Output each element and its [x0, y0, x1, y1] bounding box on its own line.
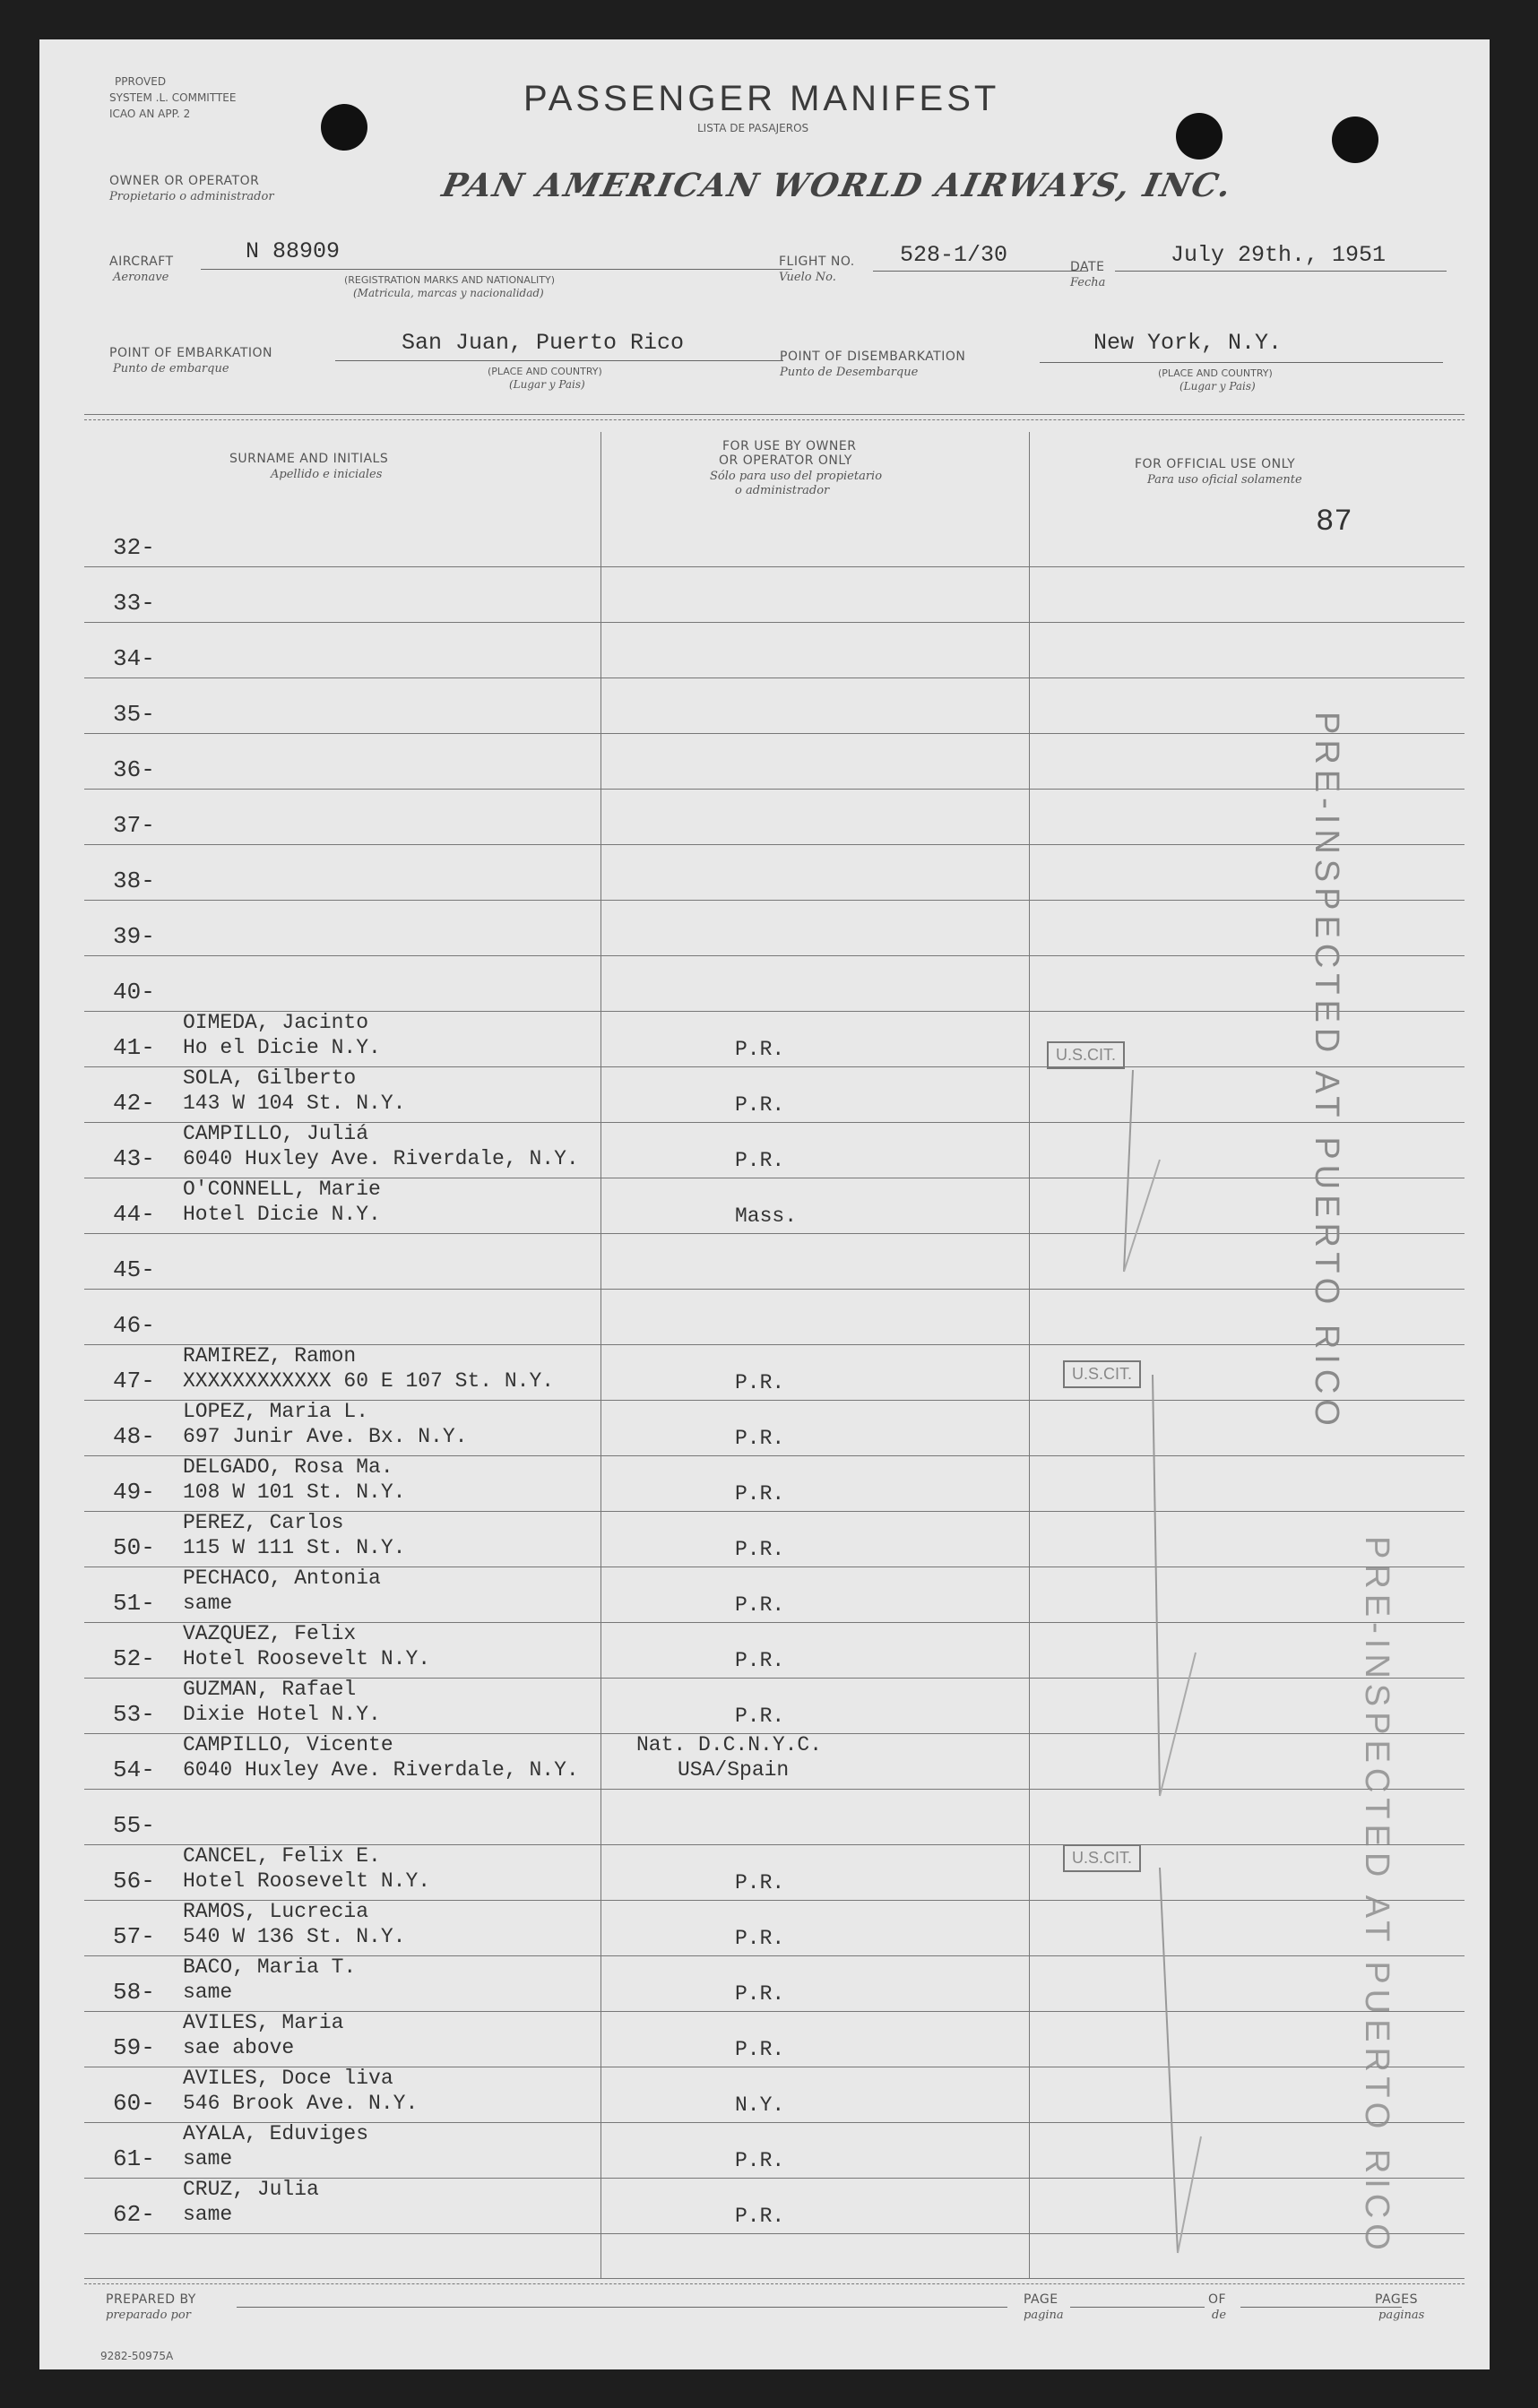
prepared-label: PREPARED BY — [106, 2292, 196, 2307]
col-owner-header-2: OR OPERATOR ONLY — [719, 453, 852, 468]
passenger-address: 115 W 111 St. N.Y. — [183, 1536, 406, 1559]
header-separator — [84, 414, 1465, 415]
passenger-name: RAMIREZ, Ramon — [183, 1344, 357, 1368]
us-citizen-stamp: U.S.CIT. — [1047, 1041, 1125, 1069]
disembark-label-es: Punto de Desembarque — [780, 366, 919, 379]
passenger-origin: P.R. — [735, 2038, 785, 2061]
disembark-caption-es: (Lugar y Pais) — [1179, 380, 1256, 393]
passenger-origin: P.R. — [735, 1371, 785, 1394]
row-line — [84, 1789, 1465, 1790]
row-number: 44- — [113, 1201, 155, 1228]
passenger-name: VAZQUEZ, Felix — [183, 1622, 357, 1645]
row-number: 40- — [113, 979, 155, 1005]
operator-name: PAN AMERICAN WORLD AIRWAYS, INC. — [438, 167, 1237, 204]
col-owner-header-1: FOR USE BY OWNER — [722, 439, 857, 453]
approval-line-1: PPROVED — [115, 75, 167, 88]
passenger-name: CANCEL, Felix E. — [183, 1844, 381, 1868]
of-label: OF — [1208, 2292, 1227, 2307]
page-number: 87 — [1316, 505, 1352, 539]
passenger-address: same — [183, 2203, 233, 2226]
row-number: 34- — [113, 645, 155, 672]
passenger-address: 6040 Huxley Ave. Riverdale, N.Y. — [183, 1147, 579, 1170]
passenger-origin: P.R. — [735, 1427, 785, 1450]
row-number: 48- — [113, 1423, 155, 1450]
passenger-address: sae above — [183, 2036, 295, 2059]
passenger-address: 546 Brook Ave. N.Y. — [183, 2092, 419, 2115]
row-line — [84, 789, 1465, 790]
passenger-origin: P.R. — [735, 1649, 785, 1672]
disembark-value: New York, N.Y. — [1093, 330, 1283, 356]
row-number: 58- — [113, 1979, 155, 2006]
pages-label: PAGES — [1375, 2292, 1418, 2307]
passenger-origin: P.R. — [735, 2149, 785, 2172]
flight-label-es: Vuelo No. — [779, 271, 836, 284]
row-line — [84, 1233, 1465, 1234]
disembark-caption: (PLACE AND COUNTRY) — [1158, 367, 1273, 379]
punch-hole — [321, 104, 367, 151]
passenger-origin: P.R. — [735, 1093, 785, 1117]
page-label-es: pagina — [1024, 2309, 1064, 2322]
aircraft-label: AIRCRAFT — [109, 255, 174, 269]
manifest-page — [39, 39, 1490, 2369]
passenger-address: 540 W 136 St. N.Y. — [183, 1925, 406, 1948]
flight-value: 528-1/30 — [900, 242, 1008, 268]
passenger-origin: P.R. — [735, 1871, 785, 1894]
embark-label: POINT OF EMBARKATION — [109, 346, 273, 360]
col-official-header: FOR OFFICIAL USE ONLY — [1135, 457, 1296, 471]
col-owner-header-es-1: Sólo para uso del propietario — [710, 470, 883, 483]
passenger-address: Ho el Dicie N.Y. — [183, 1036, 381, 1059]
passenger-name: DELGADO, Rosa Ma. — [183, 1455, 393, 1479]
row-line — [84, 2233, 1465, 2234]
row-number: 42- — [113, 1090, 155, 1117]
flight-label: FLIGHT NO. — [779, 255, 855, 269]
flight-underline — [873, 271, 1088, 272]
row-number: 36- — [113, 756, 155, 783]
passenger-origin: P.R. — [735, 1149, 785, 1172]
row-number: 54- — [113, 1756, 155, 1783]
passenger-name: RAMOS, Lucrecia — [183, 1900, 369, 1923]
row-number: 60- — [113, 2090, 155, 2117]
disembark-label: POINT OF DISEMBARKATION — [780, 350, 966, 364]
passenger-name: CAMPILLO, Vicente — [183, 1733, 393, 1756]
pages-label-es: paginas — [1378, 2309, 1425, 2322]
passenger-name: O'CONNELL, Marie — [183, 1178, 381, 1201]
of-label-es: de — [1212, 2309, 1227, 2322]
aircraft-value: N 88909 — [246, 238, 341, 264]
passenger-name: CAMPILLO, Juliá — [183, 1122, 369, 1145]
passenger-name: PEREZ, Carlos — [183, 1511, 344, 1534]
approval-line-3: ICAO AN APP. 2 — [109, 108, 191, 120]
passenger-name: BACO, Maria T. — [183, 1955, 357, 1979]
of-underline — [1240, 2307, 1402, 2308]
embark-underline — [335, 360, 783, 361]
registration-caption: (REGISTRATION MARKS AND NATIONALITY) — [344, 274, 556, 286]
passenger-address: Dixie Hotel N.Y. — [183, 1703, 381, 1726]
passenger-address: same — [183, 1981, 233, 2004]
embark-caption-es: (Lugar y Pais) — [509, 378, 585, 391]
passenger-name: AYALA, Eduviges — [183, 2122, 369, 2145]
passenger-address: Hotel Roosevelt N.Y. — [183, 1647, 431, 1670]
header-separator-dashed — [84, 419, 1465, 420]
passenger-origin: P.R. — [735, 1482, 785, 1506]
passenger-origin: P.R. — [735, 1538, 785, 1561]
footer-separator-dashed — [84, 2283, 1465, 2284]
passenger-name: LOPEZ, Maria L. — [183, 1400, 369, 1423]
row-number: 46- — [113, 1312, 155, 1339]
passenger-address: 6040 Huxley Ave. Riverdale, N.Y. — [183, 1758, 579, 1782]
prepared-label-es: preparado por — [106, 2309, 191, 2322]
passenger-address: same — [183, 1592, 233, 1615]
row-number: 51- — [113, 1590, 155, 1617]
passenger-address: XXXXXXXXXXXX 60 E 107 St. N.Y. — [183, 1369, 555, 1393]
manifest-title: PASSENGER MANIFEST — [523, 79, 1000, 118]
page-underline — [1070, 2307, 1205, 2308]
passenger-name: CRUZ, Julia — [183, 2178, 319, 2201]
row-number: 50- — [113, 1534, 155, 1561]
us-citizen-stamp: U.S.CIT. — [1063, 1360, 1141, 1388]
col-surname-header-es: Apellido e iniciales — [271, 468, 383, 481]
row-number: 38- — [113, 867, 155, 894]
row-number: 59- — [113, 2034, 155, 2061]
row-number: 61- — [113, 2145, 155, 2172]
passenger-name: SOLA, Gilberto — [183, 1066, 357, 1090]
passenger-name: AVILES, Doce liva — [183, 2067, 393, 2090]
row-line — [84, 844, 1465, 845]
row-line — [84, 622, 1465, 623]
owner-label: OWNER OR OPERATOR — [109, 174, 260, 188]
punch-hole — [1176, 113, 1223, 160]
disembark-underline — [1040, 362, 1443, 363]
passenger-origin: P.R. — [735, 1593, 785, 1617]
embark-value: San Juan, Puerto Rico — [402, 330, 685, 356]
manifest-title-es: LISTA DE PASAJEROS — [697, 122, 809, 134]
passenger-origin: N.Y. — [735, 2093, 785, 2117]
approval-line-2: SYSTEM .L. COMMITTEE — [109, 91, 237, 104]
prepared-underline — [237, 2307, 1007, 2308]
punch-hole — [1332, 117, 1378, 163]
passenger-address: Hotel Dicie N.Y. — [183, 1203, 381, 1226]
row-line — [84, 955, 1465, 956]
row-number: 49- — [113, 1479, 155, 1506]
passenger-address: 697 Junir Ave. Bx. N.Y. — [183, 1425, 468, 1448]
row-line — [84, 733, 1465, 734]
row-number: 32- — [113, 534, 155, 561]
row-number: 53- — [113, 1701, 155, 1728]
passenger-name: OIMEDA, Jacinto — [183, 1011, 369, 1034]
pencil-checkmarks — [1025, 1043, 1205, 2280]
passenger-origin: P.R. — [735, 1705, 785, 1728]
passenger-origin: Mass. — [735, 1204, 798, 1228]
date-label-es: Fecha — [1070, 276, 1106, 289]
row-number: 47- — [113, 1368, 155, 1394]
aircraft-underline — [201, 269, 792, 270]
row-number: 41- — [113, 1034, 155, 1061]
row-number: 33- — [113, 590, 155, 617]
row-line — [84, 900, 1465, 901]
col-owner-header-es-2: o administrador — [735, 484, 830, 497]
row-number: 45- — [113, 1256, 155, 1283]
passenger-address: same — [183, 2147, 233, 2171]
passenger-origin: P.R. — [735, 1038, 785, 1061]
passenger-origin: P.R. — [735, 2205, 785, 2228]
row-number: 39- — [113, 923, 155, 950]
registration-caption-es: (Matricula, marcas y nacionalidad) — [353, 287, 544, 299]
preinspected-stamp: PRE-INSPECTED AT PUERTO RICO — [1358, 1536, 1395, 2256]
embark-label-es: Punto de embarque — [113, 362, 229, 375]
passenger-origin: P.R. — [735, 1982, 785, 2006]
aircraft-label-es: Aeronave — [113, 271, 169, 284]
form-code: 9282-50975A — [100, 2350, 174, 2362]
row-number: 57- — [113, 1923, 155, 1950]
embark-caption: (PLACE AND COUNTRY) — [488, 366, 602, 377]
passenger-name: AVILES, Maria — [183, 2011, 344, 2034]
col-surname-header: SURNAME AND INITIALS — [229, 452, 389, 466]
row-number: 37- — [113, 812, 155, 839]
passenger-origin: Nat. D.C.N.Y.C. — [636, 1733, 823, 1756]
passenger-address: 143 W 104 St. N.Y. — [183, 1092, 406, 1115]
row-number: 43- — [113, 1145, 155, 1172]
passenger-address: 108 W 101 St. N.Y. — [183, 1480, 406, 1504]
us-citizen-stamp: U.S.CIT. — [1063, 1844, 1141, 1872]
row-number: 52- — [113, 1645, 155, 1672]
row-line — [84, 566, 1465, 567]
passenger-nationality: USA/Spain — [678, 1758, 790, 1782]
passenger-origin: P.R. — [735, 1927, 785, 1950]
passenger-name: GUZMAN, Rafael — [183, 1678, 357, 1701]
owner-label-es: Propietario o administrador — [109, 190, 274, 203]
row-number: 35- — [113, 701, 155, 728]
preinspected-stamp: PRE-INSPECTED AT PUERTO RICO — [1308, 712, 1345, 1431]
date-underline — [1115, 271, 1447, 272]
page-label: PAGE — [1024, 2292, 1058, 2307]
row-number: 56- — [113, 1868, 155, 1894]
date-label: DATE — [1070, 260, 1105, 274]
passenger-address: Hotel Roosevelt N.Y. — [183, 1869, 431, 1893]
footer-separator — [84, 2278, 1465, 2279]
passenger-name: PECHACO, Antonia — [183, 1566, 381, 1590]
row-number: 62- — [113, 2201, 155, 2228]
col-official-header-es: Para uso oficial solamente — [1147, 473, 1302, 487]
row-number: 55- — [113, 1812, 155, 1839]
row-line — [84, 1289, 1465, 1290]
date-value: July 29th., 1951 — [1171, 242, 1387, 268]
